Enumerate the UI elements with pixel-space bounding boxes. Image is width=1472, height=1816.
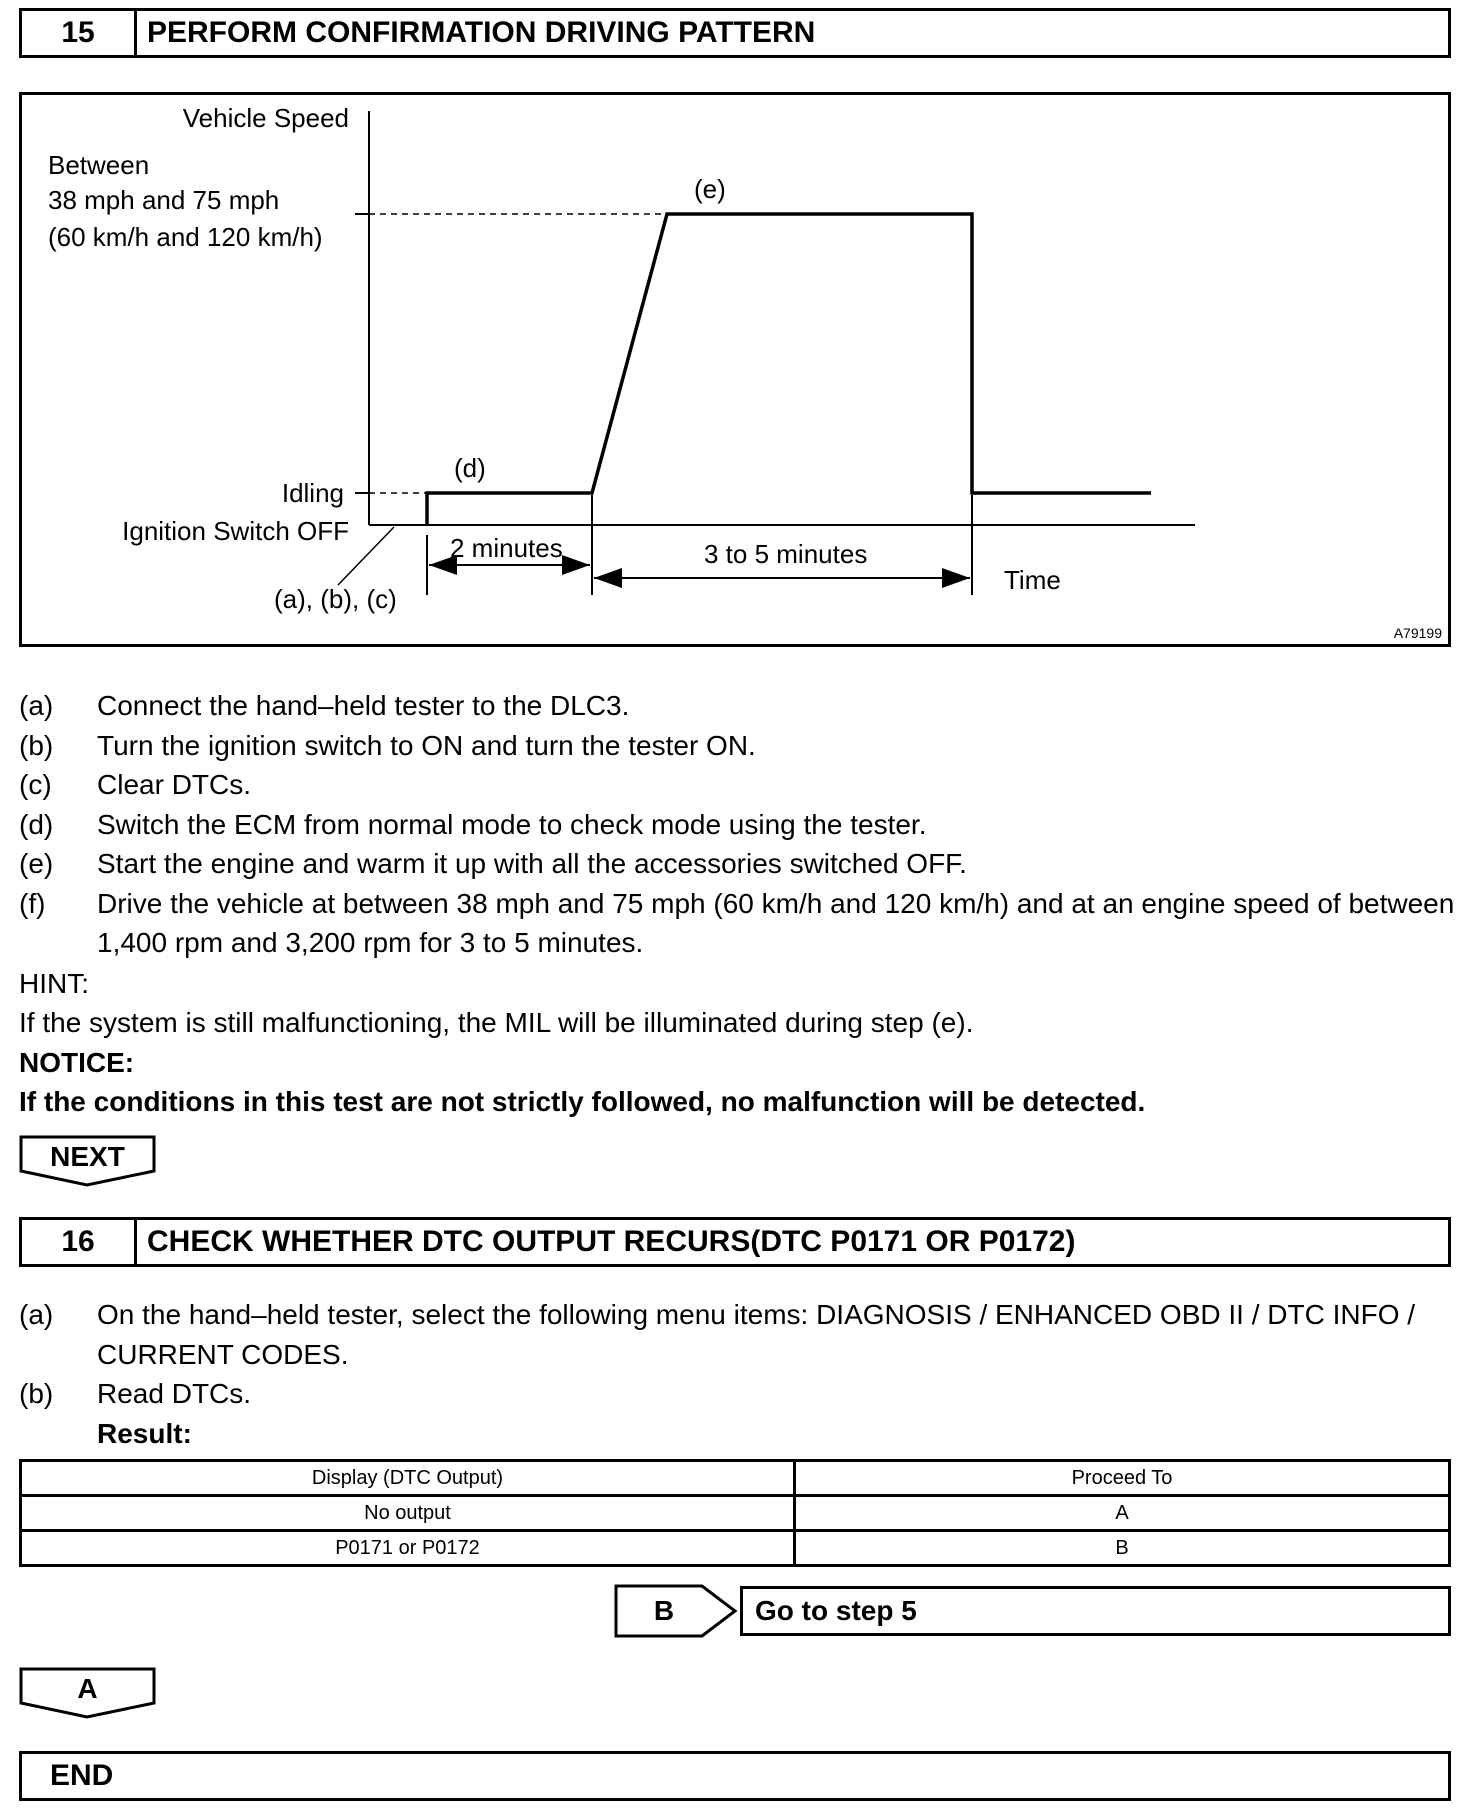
step-number: 16 <box>22 1220 137 1264</box>
two-minutes-label: 2 minutes <box>450 533 563 563</box>
e-label: (e) <box>694 174 726 204</box>
time-label: Time <box>1004 565 1061 595</box>
step-title: PERFORM CONFIRMATION DRIVING PATTERN <box>147 16 816 49</box>
table-row <box>21 1531 1450 1566</box>
list-item: (b) Read DTCs. <box>19 1378 252 1409</box>
table-header: Proceed To <box>795 1461 1450 1496</box>
speed-profile-line <box>427 214 1151 525</box>
table-cell: P0171 or P0172 <box>21 1531 795 1566</box>
step-16-instructions <box>19 1295 1459 1453</box>
table-cell: No output <box>21 1496 795 1531</box>
result-table <box>19 1459 1451 1567</box>
a-branch-button[interactable] <box>19 1667 156 1719</box>
list-item: (a) On the hand–held tester, select the following menu items: DIAGNOSIS / ENHANCED OBD II / DTC INFO / CURRENT CODES. <box>19 1299 1416 1370</box>
list-item: (a) Connect the hand–held tester to the DLC3. <box>19 690 630 721</box>
idling-label: Idling <box>281 478 344 508</box>
y-axis-label: Vehicle Speed <box>182 103 349 133</box>
list-item: (d) Switch the ECM from normal mode to check mode using the tester. <box>19 808 927 840</box>
end-title: END <box>50 1759 114 1792</box>
figure-code: A79199 <box>1393 625 1442 641</box>
d-label: (d) <box>454 453 486 483</box>
next-label: NEXT <box>50 1141 125 1172</box>
step-15-header <box>19 8 1451 58</box>
result-row <box>19 1414 1459 1454</box>
step-title: CHECK WHETHER DTC OUTPUT RECURS(DTC P0171 OR P0172) <box>147 1225 1076 1258</box>
step-number: 15 <box>22 11 137 55</box>
notice-text: If the conditions in this test are not strictly followed, no malfunction will be detected. <box>19 1086 1146 1117</box>
list-item: (e) Start the engine and warm it up with all the accessories switched OFF. <box>19 848 967 879</box>
list-item: (b) Turn the ignition switch to ON and turn the tester ON. <box>19 729 756 761</box>
hint-label: HINT: <box>19 968 89 999</box>
step-16-header <box>19 1217 1451 1267</box>
next-button[interactable] <box>19 1135 156 1187</box>
table-header: Display (DTC Output) <box>21 1461 795 1496</box>
b-branch-button[interactable] <box>614 1584 738 1638</box>
speed-label-line1: Between <box>48 150 150 180</box>
list-item: (f) Drive the vehicle at between 38 mph and 75 mph (60 km/h and 120 km/h) and at an engine speed of between 1,400 rpm and 3,200 rpm for 3 to 5 minutes. <box>19 887 1455 958</box>
driving-pattern-figure <box>19 92 1451 647</box>
driving-pattern-diagram <box>22 95 1448 644</box>
speed-label-line3: (60 km/h and 120 km/h) <box>48 222 323 252</box>
ignition-off-label: Ignition Switch OFF <box>122 516 349 546</box>
end-box <box>19 1751 1451 1801</box>
table-row <box>21 1496 1450 1531</box>
table-cell: B <box>795 1531 1450 1566</box>
table-cell: A <box>795 1496 1450 1531</box>
notice-label: NOTICE: <box>19 1047 135 1078</box>
step-15-instructions <box>19 686 1459 963</box>
goto-step-box: Go to step 5 <box>740 1586 1451 1636</box>
hint-text: If the system is still malfunctioning, the MIL will be illuminated during step (e). <box>19 1007 974 1038</box>
speed-label-line2: 38 mph and 75 mph <box>48 185 280 215</box>
abc-label: (a), (b), (c) <box>274 584 397 614</box>
result-label: Result: <box>97 1417 192 1449</box>
three-to-five-label: 3 to 5 minutes <box>704 539 868 569</box>
table-header-row <box>21 1461 1450 1496</box>
list-item: (c) Clear DTCs. <box>19 769 252 800</box>
b-label: B <box>653 1595 675 1626</box>
a-label: A <box>77 1673 98 1704</box>
